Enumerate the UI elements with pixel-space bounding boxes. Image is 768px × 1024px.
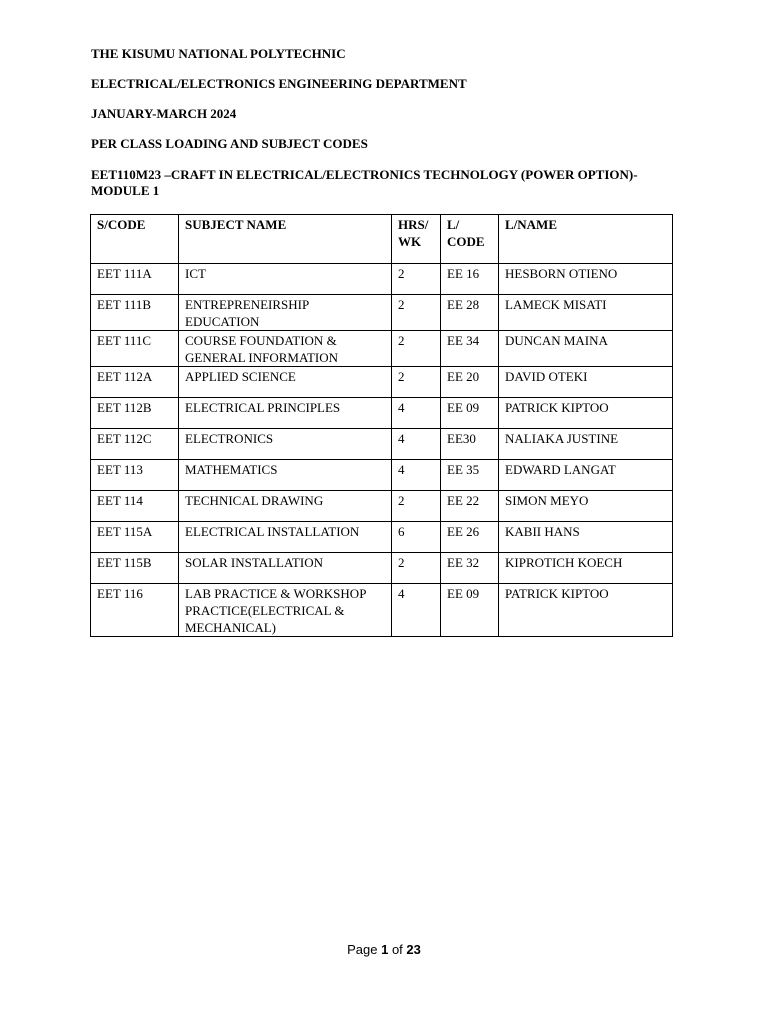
document-subtitle: PER CLASS LOADING AND SUBJECT CODES <box>91 136 368 151</box>
lecturer-code-cell: EE 32 <box>441 553 499 584</box>
hours-cell: 4 <box>392 398 441 429</box>
lecturer-name-cell: LAMECK MISATI <box>499 295 673 331</box>
lecturer-name-cell: KABII HANS <box>499 522 673 553</box>
lecturer-name-cell: PATRICK KIPTOO <box>499 584 673 637</box>
subject-name-cell: ELECTRICAL INSTALLATION <box>179 522 392 553</box>
page-label: Page <box>347 942 378 957</box>
hours-cell: 4 <box>392 460 441 491</box>
subject-code-cell: EET 115A <box>91 522 179 553</box>
lecturer-name-cell: HESBORN OTIENO <box>499 264 673 295</box>
lecturer-code-cell: EE 26 <box>441 522 499 553</box>
hours-cell: 4 <box>392 584 441 637</box>
subject-code-cell: EET 111A <box>91 264 179 295</box>
hours-cell: 4 <box>392 429 441 460</box>
subject-code-cell: EET 112A <box>91 367 179 398</box>
table-row <box>91 460 673 491</box>
table-row <box>91 522 673 553</box>
lecturer-code-cell: EE 28 <box>441 295 499 331</box>
institution-title: THE KISUMU NATIONAL POLYTECHNIC <box>91 46 346 61</box>
column-header-subject-code: S/CODE <box>91 215 179 264</box>
column-header-lecturer-code: L/ CODE <box>441 215 499 264</box>
table-row <box>91 331 673 367</box>
lecturer-code-cell: EE 20 <box>441 367 499 398</box>
subject-name-cell: MATHEMATICS <box>179 460 392 491</box>
subject-name-cell: LAB PRACTICE & WORKSHOP PRACTICE(ELECTRICAL & MECHANICAL) <box>179 584 392 637</box>
lecturer-name-cell: DUNCAN MAINA <box>499 331 673 367</box>
lecturer-code-cell: EE 09 <box>441 584 499 637</box>
lecturer-name-cell: DAVID OTEKI <box>499 367 673 398</box>
column-header-subject-name: SUBJECT NAME <box>179 215 392 264</box>
table-row <box>91 264 673 295</box>
table-row <box>91 429 673 460</box>
subject-code-cell: EET 116 <box>91 584 179 637</box>
lecturer-code-cell: EE30 <box>441 429 499 460</box>
hours-cell: 2 <box>392 264 441 295</box>
lecturer-name-cell: NALIAKA JUSTINE <box>499 429 673 460</box>
lecturer-name-cell: SIMON MEYO <box>499 491 673 522</box>
lecturer-code-cell: EE 35 <box>441 460 499 491</box>
subject-name-cell: ELECTRONICS <box>179 429 392 460</box>
page-number-footer <box>0 942 768 957</box>
table-row <box>91 491 673 522</box>
hours-cell: 2 <box>392 491 441 522</box>
hours-cell: 6 <box>392 522 441 553</box>
table-row <box>91 367 673 398</box>
subject-name-cell: SOLAR INSTALLATION <box>179 553 392 584</box>
of-label: of <box>391 942 403 957</box>
subject-code-cell: EET 112B <box>91 398 179 429</box>
table-row <box>91 295 673 331</box>
subject-code-cell: EET 112C <box>91 429 179 460</box>
table-header-row <box>91 215 673 264</box>
subject-code-cell: EET 111C <box>91 331 179 367</box>
lecturer-name-cell: EDWARD LANGAT <box>499 460 673 491</box>
class-loading-table <box>90 214 673 637</box>
period-title: JANUARY-MARCH 2024 <box>91 106 237 121</box>
column-header-hours-per-week: HRS/ WK <box>392 215 441 264</box>
table-row <box>91 553 673 584</box>
lecturer-code-cell: EE 34 <box>441 331 499 367</box>
subject-name-cell: TECHNICAL DRAWING <box>179 491 392 522</box>
subject-name-cell: COURSE FOUNDATION & GENERAL INFORMATION <box>179 331 392 367</box>
subject-code-cell: EET 115B <box>91 553 179 584</box>
lecturer-code-cell: EE 09 <box>441 398 499 429</box>
subject-code-cell: EET 111B <box>91 295 179 331</box>
lecturer-name-cell: PATRICK KIPTOO <box>499 398 673 429</box>
total-page-count: 23 <box>406 942 421 957</box>
subject-name-cell: ENTREPRENEIRSHIP EDUCATION <box>179 295 392 331</box>
current-page-number: 1 <box>381 942 389 957</box>
column-header-lecturer-name: L/NAME <box>499 215 673 264</box>
subject-code-cell: EET 113 <box>91 460 179 491</box>
hours-cell: 2 <box>392 295 441 331</box>
subject-name-cell: ELECTRICAL PRINCIPLES <box>179 398 392 429</box>
subject-name-cell: APPLIED SCIENCE <box>179 367 392 398</box>
table-row <box>91 584 673 637</box>
lecturer-code-cell: EE 16 <box>441 264 499 295</box>
department-title: ELECTRICAL/ELECTRONICS ENGINEERING DEPARTMENT <box>91 76 467 91</box>
table-row <box>91 398 673 429</box>
hours-cell: 2 <box>392 331 441 367</box>
subject-name-cell: ICT <box>179 264 392 295</box>
hours-cell: 2 <box>392 553 441 584</box>
lecturer-name-cell: KIPROTICH KOECH <box>499 553 673 584</box>
lecturer-code-cell: EE 22 <box>441 491 499 522</box>
hours-cell: 2 <box>392 367 441 398</box>
subject-code-cell: EET 114 <box>91 491 179 522</box>
course-title: EET110M23 –CRAFT IN ELECTRICAL/ELECTRONICS TECHNOLOGY (POWER OPTION)-MODULE 1 <box>91 167 638 198</box>
